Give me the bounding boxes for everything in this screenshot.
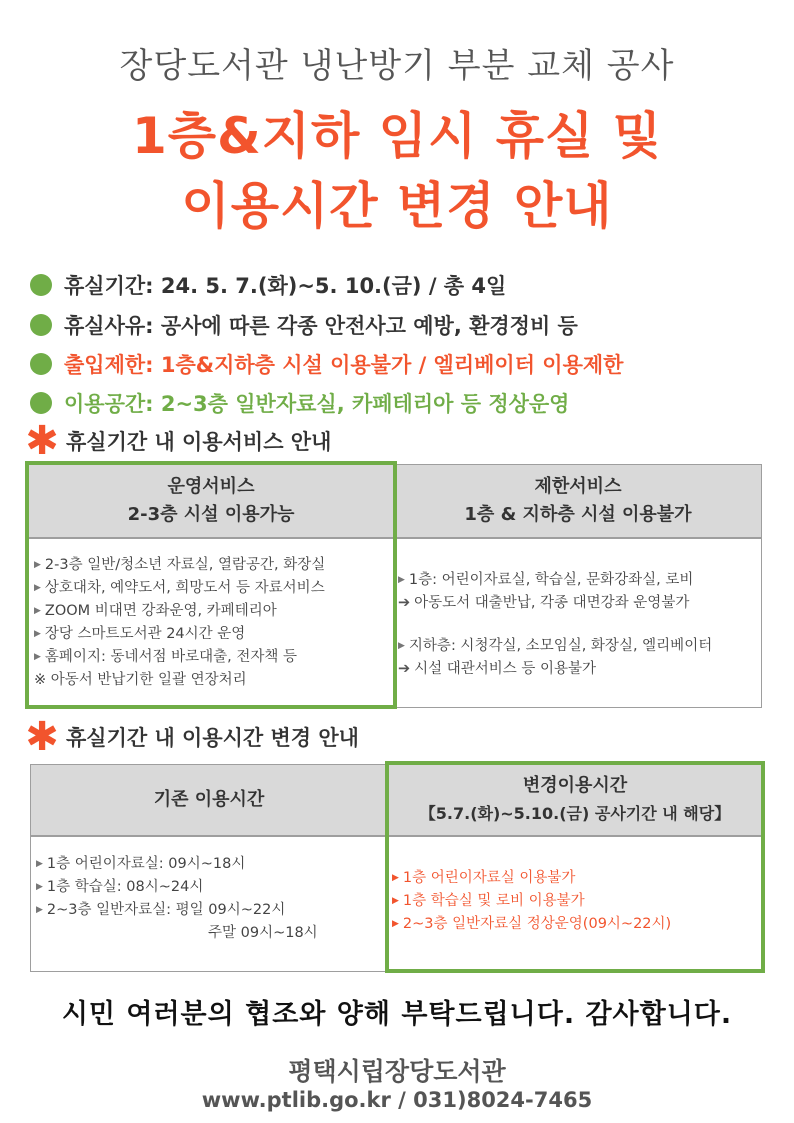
bullet-closure-reason: [30, 310, 578, 340]
current-hours-header: [30, 764, 388, 836]
notice-subtitle: 장당도서관 냉난방기 부분 교체 공사: [119, 46, 675, 86]
header-line: 2-3층 시설 이용가능: [127, 504, 295, 525]
green-dot-icon: [30, 353, 52, 375]
restricted-services-list: [398, 569, 760, 681]
list-item: ▶ 1층 어린이자료실: 09시~18시: [36, 856, 246, 872]
green-dot-icon: [30, 314, 52, 336]
list-item: ▶ 2~3층 일반자료실 정상운영(09시~22시): [392, 916, 672, 932]
library-contact: www.ptlib.go.kr / 031)8024-7465: [201, 1088, 593, 1112]
section-heading-text: 휴실기간 내 이용시간 변경 안내: [66, 726, 359, 750]
list-item-weekend: 주말 09시~18시: [208, 925, 318, 941]
header-line: 변경이용시간: [522, 775, 628, 796]
notice-title-line1: 1층&지하 임시 휴실 및: [131, 107, 662, 165]
list-item: ▶ 홈페이지: 동네서점 바로대출, 전자책 등: [34, 649, 297, 665]
arrow-right-icon: ➔: [398, 595, 411, 611]
header-line: 기존 이용시간: [153, 789, 265, 810]
changed-hours-list: [392, 867, 758, 936]
library-name: 평택시립장당도서관: [288, 1057, 506, 1086]
asterisk-icon: ✱: [25, 418, 59, 464]
header-line: 1층 & 지하층 시설 이용불가: [464, 504, 692, 525]
services-section-heading: [22, 418, 332, 464]
header-line: 【5.7.(화)~5.10.(금) 공사기간 내 해당】: [419, 804, 731, 823]
list-item: ▶ 1층 어린이자료실 이용불가: [392, 870, 576, 886]
bullet-closure-period: [30, 270, 506, 300]
list-item: ▶ 2~3층 일반자료실: 평일 09시~22시: [36, 902, 286, 918]
list-item: ▶ 상호대차, 예약도서, 희망도서 등 자료서비스: [34, 580, 325, 596]
list-item: ▶ 1층 학습실 및 로비 이용불가: [392, 893, 585, 909]
current-hours-list: [36, 853, 382, 945]
list-item: ➔ 시설 대관서비스 등 이용불가: [398, 661, 597, 677]
list-item: ➔ 아동도서 대출반납, 각종 대면강좌 운영불가: [398, 595, 690, 611]
bullet-label: 휴실기간: 24. 5. 7.(화)~5. 10.(금) / 총 4일: [64, 274, 507, 298]
notice-title-line2: 이용시간 변경 안내: [181, 177, 613, 235]
list-item: ▶ ZOOM 비대면 강좌운영, 카페테리아: [34, 603, 277, 619]
bullet-label: 휴실사유: 공사에 따른 각종 안전사고 예방, 환경정비 등: [64, 314, 578, 338]
list-item: ▶ 2-3층 일반/청소년 자료실, 열람공간, 화장실: [34, 557, 326, 573]
bullet-label: 이용공간: 2~3층 일반자료실, 카페테리아 등 정상운영: [64, 392, 570, 416]
bullet-access-restriction: [30, 349, 623, 379]
restricted-services-header: [394, 464, 762, 538]
green-dot-icon: [30, 392, 52, 414]
section-heading-text: 휴실기간 내 이용서비스 안내: [66, 430, 332, 454]
list-item: ▶ 지하층: 시청각실, 소모임실, 화장실, 엘리베이터: [398, 638, 713, 654]
asterisk-icon: ✱: [25, 714, 59, 760]
green-dot-icon: [30, 274, 52, 296]
hours-section-heading: [22, 714, 359, 760]
arrow-right-icon: ➔: [398, 661, 411, 677]
bullet-available-space: [30, 388, 569, 418]
footer-message: 시민 여러분의 협조와 양해 부탁드립니다. 감사합니다.: [61, 999, 733, 1030]
bullet-label: 출입제한: 1층&지하층 시설 이용불가 / 엘리베이터 이용제한: [64, 353, 624, 377]
operating-services-list: [34, 554, 390, 692]
list-item: ▶ 1층 학습실: 08시~24시: [36, 879, 204, 895]
list-note: ※ 아동서 반납기한 일괄 연장처리: [34, 672, 247, 688]
list-item: ▶ 1층: 어린이자료실, 학습실, 문화강좌실, 로비: [398, 572, 694, 588]
list-item: ▶ 장당 스마트도서관 24시간 운영: [34, 626, 246, 642]
header-line: 운영서비스: [167, 476, 255, 497]
header-line: 제한서비스: [534, 476, 622, 497]
